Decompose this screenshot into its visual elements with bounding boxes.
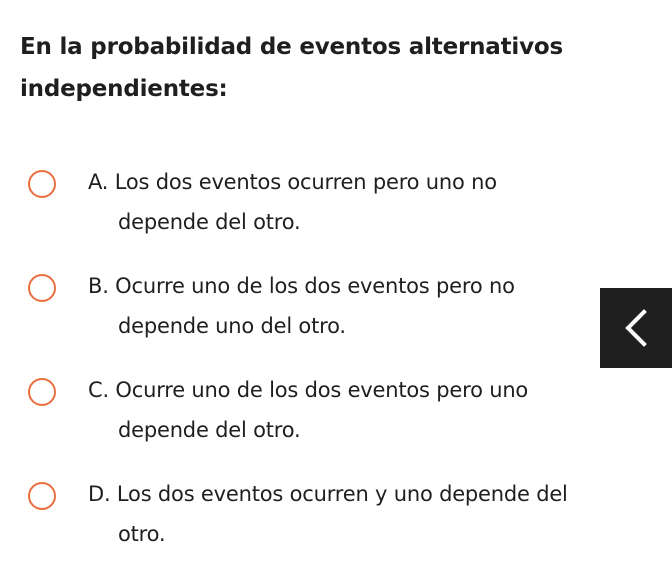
option-c[interactable] <box>28 370 618 470</box>
option-a-label <box>88 162 608 242</box>
option-a-line-1: A. Los dos eventos ocurren pero uno no <box>88 170 497 194</box>
option-d[interactable] <box>28 474 618 574</box>
option-b[interactable] <box>28 266 618 366</box>
back-button[interactable] <box>600 288 672 368</box>
option-b-line-1: B. Ocurre uno de los dos eventos pero no <box>88 274 515 298</box>
question-line-2: independientes: <box>20 76 228 102</box>
option-d-line-2: otro. <box>118 522 166 546</box>
option-b-radio[interactable] <box>28 274 56 302</box>
option-a[interactable] <box>28 162 618 262</box>
option-d-label <box>88 474 608 554</box>
option-a-line-2: depende del otro. <box>118 210 301 234</box>
question-line-1: En la probabilidad de eventos alternativos <box>20 34 563 60</box>
option-c-radio[interactable] <box>28 378 56 406</box>
option-c-label <box>88 370 608 450</box>
chevron-left-icon <box>618 308 654 348</box>
option-c-line-2: depende del otro. <box>118 418 301 442</box>
option-a-radio[interactable] <box>28 170 56 198</box>
option-d-radio[interactable] <box>28 482 56 510</box>
option-b-label <box>88 266 608 346</box>
option-c-line-1: C. Ocurre uno de los dos eventos pero uno <box>88 378 529 402</box>
option-d-line-1: D. Los dos eventos ocurren y uno depende del <box>88 482 568 506</box>
option-b-line-2: depende uno del otro. <box>118 314 346 338</box>
